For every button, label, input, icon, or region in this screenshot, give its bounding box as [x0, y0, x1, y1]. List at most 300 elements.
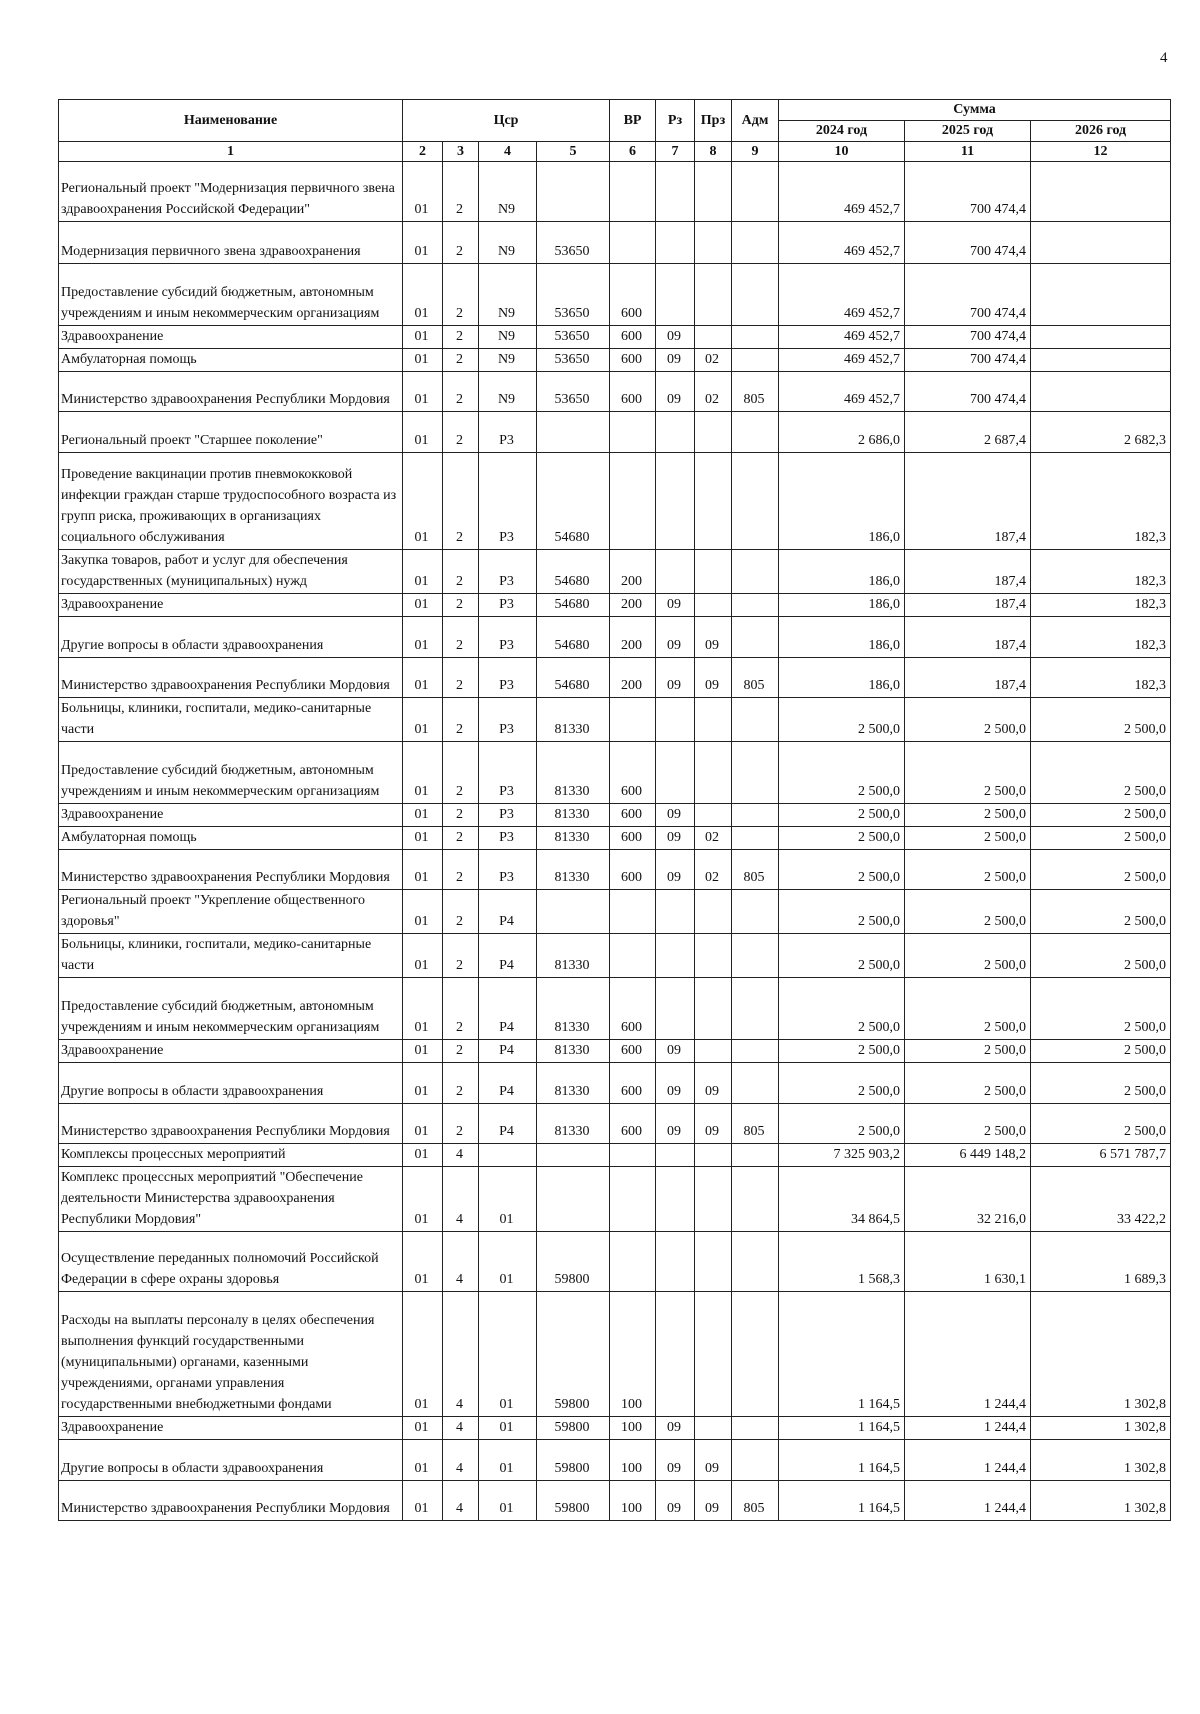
- amount-2024: 2 500,0: [779, 978, 905, 1040]
- csr-part-3: P4: [479, 1063, 537, 1104]
- adm-code: [732, 349, 779, 372]
- amount-2026: 1 689,3: [1031, 1232, 1171, 1292]
- column-number: 3: [443, 142, 479, 162]
- table-row: [59, 827, 1171, 850]
- vr-code: [610, 162, 656, 222]
- csr-part-4: [537, 890, 610, 934]
- adm-code: [732, 978, 779, 1040]
- prz-code: 02: [695, 850, 732, 890]
- prz-code: [695, 453, 732, 550]
- vr-code: 100: [610, 1440, 656, 1481]
- prz-code: [695, 594, 732, 617]
- table-row: [59, 698, 1171, 742]
- table-row: [59, 594, 1171, 617]
- table-row: [59, 1104, 1171, 1144]
- row-name: Закупка товаров, работ и услуг для обеспечения государственных (муниципальных) нужд: [59, 550, 403, 594]
- table-row: [59, 349, 1171, 372]
- vr-code: 600: [610, 264, 656, 326]
- row-name: Региональный проект "Укрепление общественного здоровья": [59, 890, 403, 934]
- vr-code: 600: [610, 827, 656, 850]
- csr-part-1: 01: [403, 1144, 443, 1167]
- vr-code: 600: [610, 742, 656, 804]
- vr-code: 600: [610, 1104, 656, 1144]
- csr-part-2: 4: [443, 1440, 479, 1481]
- adm-code: 805: [732, 850, 779, 890]
- csr-part-4: 81330: [537, 934, 610, 978]
- row-name: Другие вопросы в области здравоохранения: [59, 1440, 403, 1481]
- amount-2024: 2 500,0: [779, 890, 905, 934]
- row-name: Другие вопросы в области здравоохранения: [59, 617, 403, 658]
- csr-part-4: 59800: [537, 1417, 610, 1440]
- rz-code: 09: [656, 372, 695, 412]
- amount-2026: 1 302,8: [1031, 1481, 1171, 1521]
- vr-code: [610, 1144, 656, 1167]
- adm-code: [732, 222, 779, 264]
- amount-2025: 2 500,0: [905, 850, 1031, 890]
- adm-code: [732, 827, 779, 850]
- amount-2025: 187,4: [905, 550, 1031, 594]
- prz-code: 09: [695, 1063, 732, 1104]
- vr-code: [610, 698, 656, 742]
- csr-part-3: 01: [479, 1481, 537, 1521]
- csr-part-1: 01: [403, 890, 443, 934]
- vr-code: [610, 1232, 656, 1292]
- amount-2024: 7 325 903,2: [779, 1144, 905, 1167]
- row-name: Другие вопросы в области здравоохранения: [59, 1063, 403, 1104]
- prz-code: [695, 978, 732, 1040]
- table-row: [59, 222, 1171, 264]
- csr-part-3: P4: [479, 1104, 537, 1144]
- csr-part-1: 01: [403, 698, 443, 742]
- csr-part-3: N9: [479, 372, 537, 412]
- amount-2026: 182,3: [1031, 453, 1171, 550]
- amount-2026: 182,3: [1031, 658, 1171, 698]
- adm-code: [732, 162, 779, 222]
- rz-code: 09: [656, 1040, 695, 1063]
- rz-code: [656, 1144, 695, 1167]
- vr-code: 600: [610, 326, 656, 349]
- amount-2026: [1031, 162, 1171, 222]
- adm-code: [732, 1040, 779, 1063]
- rz-code: [656, 1292, 695, 1417]
- csr-part-1: 01: [403, 162, 443, 222]
- amount-2026: [1031, 349, 1171, 372]
- amount-2025: 2 687,4: [905, 412, 1031, 453]
- adm-code: [732, 1167, 779, 1232]
- csr-part-3: P3: [479, 804, 537, 827]
- vr-code: 200: [610, 617, 656, 658]
- csr-part-4: 53650: [537, 326, 610, 349]
- prz-code: [695, 698, 732, 742]
- rz-code: 09: [656, 617, 695, 658]
- row-name: Министерство здравоохранения Республики Мордовия: [59, 372, 403, 412]
- csr-part-1: 01: [403, 550, 443, 594]
- prz-code: 02: [695, 827, 732, 850]
- table-row: [59, 1440, 1171, 1481]
- column-number: 9: [732, 142, 779, 162]
- amount-2025: 700 474,4: [905, 162, 1031, 222]
- csr-part-2: 4: [443, 1144, 479, 1167]
- amount-2025: 2 500,0: [905, 742, 1031, 804]
- amount-2024: 2 686,0: [779, 412, 905, 453]
- table-row: [59, 453, 1171, 550]
- csr-part-3: N9: [479, 264, 537, 326]
- rz-code: [656, 222, 695, 264]
- amount-2026: 1 302,8: [1031, 1417, 1171, 1440]
- row-name: Модернизация первичного звена здравоохранения: [59, 222, 403, 264]
- csr-part-3: P3: [479, 453, 537, 550]
- table-row: [59, 1040, 1171, 1063]
- adm-code: [732, 1144, 779, 1167]
- row-name: Предоставление субсидий бюджетным, автономным учреждениям и иным некоммерческим организациям: [59, 978, 403, 1040]
- adm-code: [732, 804, 779, 827]
- amount-2025: 2 500,0: [905, 1063, 1031, 1104]
- amount-2024: 2 500,0: [779, 850, 905, 890]
- amount-2024: 469 452,7: [779, 326, 905, 349]
- csr-part-2: 4: [443, 1232, 479, 1292]
- amount-2024: 2 500,0: [779, 1063, 905, 1104]
- csr-part-4: [537, 1144, 610, 1167]
- prz-code: 02: [695, 349, 732, 372]
- amount-2025: 700 474,4: [905, 372, 1031, 412]
- amount-2025: 187,4: [905, 658, 1031, 698]
- adm-code: [732, 1232, 779, 1292]
- rz-code: [656, 412, 695, 453]
- vr-code: 600: [610, 850, 656, 890]
- csr-part-3: P4: [479, 1040, 537, 1063]
- table-row: [59, 742, 1171, 804]
- csr-part-3: P4: [479, 978, 537, 1040]
- amount-2024: 1 164,5: [779, 1440, 905, 1481]
- csr-part-2: 2: [443, 1040, 479, 1063]
- amount-2026: 2 500,0: [1031, 1040, 1171, 1063]
- csr-part-4: [537, 1167, 610, 1232]
- prz-code: [695, 550, 732, 594]
- vr-code: [610, 412, 656, 453]
- adm-code: [732, 698, 779, 742]
- csr-part-3: P3: [479, 698, 537, 742]
- adm-code: [732, 1292, 779, 1417]
- prz-code: 09: [695, 1481, 732, 1521]
- amount-2025: 1 244,4: [905, 1440, 1031, 1481]
- vr-code: [610, 1167, 656, 1232]
- row-name: Здравоохранение: [59, 804, 403, 827]
- vr-code: [610, 934, 656, 978]
- rz-code: 09: [656, 594, 695, 617]
- csr-part-4: 59800: [537, 1292, 610, 1417]
- column-number-row: [59, 142, 1171, 162]
- csr-part-1: 01: [403, 617, 443, 658]
- column-number: 11: [905, 142, 1031, 162]
- csr-part-3: 01: [479, 1292, 537, 1417]
- csr-part-4: 53650: [537, 349, 610, 372]
- csr-part-1: 01: [403, 1440, 443, 1481]
- csr-part-4: 81330: [537, 698, 610, 742]
- vr-code: [610, 453, 656, 550]
- adm-code: [732, 742, 779, 804]
- adm-code: 805: [732, 1104, 779, 1144]
- table-row: [59, 978, 1171, 1040]
- csr-part-1: 01: [403, 372, 443, 412]
- table-row: [59, 1481, 1171, 1521]
- amount-2024: 469 452,7: [779, 349, 905, 372]
- csr-part-4: 81330: [537, 827, 610, 850]
- csr-part-2: 2: [443, 594, 479, 617]
- csr-part-4: 59800: [537, 1440, 610, 1481]
- prz-code: [695, 412, 732, 453]
- csr-part-4: [537, 412, 610, 453]
- header-sum: Сумма: [779, 100, 1171, 121]
- csr-part-2: 2: [443, 349, 479, 372]
- rz-code: 09: [656, 1440, 695, 1481]
- prz-code: [695, 1040, 732, 1063]
- rz-code: 09: [656, 349, 695, 372]
- rz-code: [656, 1167, 695, 1232]
- amount-2026: [1031, 264, 1171, 326]
- vr-code: 100: [610, 1292, 656, 1417]
- amount-2024: 1 568,3: [779, 1232, 905, 1292]
- csr-part-1: 01: [403, 850, 443, 890]
- prz-code: [695, 1417, 732, 1440]
- csr-part-4: 81330: [537, 1063, 610, 1104]
- amount-2024: 2 500,0: [779, 1040, 905, 1063]
- csr-part-2: 2: [443, 890, 479, 934]
- table-body: [59, 162, 1171, 1521]
- csr-part-2: 2: [443, 617, 479, 658]
- adm-code: [732, 550, 779, 594]
- csr-part-1: 01: [403, 804, 443, 827]
- csr-part-2: 2: [443, 326, 479, 349]
- row-name: Комплекс процессных мероприятий "Обеспечение деятельности Министерства здравоохранения Республики Мордовия": [59, 1167, 403, 1232]
- table-row: [59, 162, 1171, 222]
- header-adm: Адм: [732, 100, 779, 142]
- amount-2024: 469 452,7: [779, 162, 905, 222]
- amount-2024: 2 500,0: [779, 827, 905, 850]
- column-number: 6: [610, 142, 656, 162]
- amount-2026: 182,3: [1031, 550, 1171, 594]
- csr-part-2: 2: [443, 264, 479, 326]
- table-row: [59, 1167, 1171, 1232]
- column-number: 12: [1031, 142, 1171, 162]
- prz-code: [695, 934, 732, 978]
- amount-2025: 187,4: [905, 594, 1031, 617]
- amount-2024: 2 500,0: [779, 804, 905, 827]
- table-row: [59, 264, 1171, 326]
- csr-part-3: P3: [479, 412, 537, 453]
- csr-part-2: 2: [443, 222, 479, 264]
- rz-code: [656, 1232, 695, 1292]
- csr-part-2: 2: [443, 372, 479, 412]
- amount-2025: 2 500,0: [905, 890, 1031, 934]
- table-header: [59, 100, 1171, 162]
- csr-part-2: 2: [443, 453, 479, 550]
- header-prz: Прз: [695, 100, 732, 142]
- header-year-2024: 2024 год: [779, 121, 905, 142]
- column-number: 4: [479, 142, 537, 162]
- amount-2025: 1 244,4: [905, 1481, 1031, 1521]
- csr-part-2: 2: [443, 1063, 479, 1104]
- prz-code: 09: [695, 1440, 732, 1481]
- table-row: [59, 1232, 1171, 1292]
- row-name: Осуществление переданных полномочий Российской Федерации в сфере охраны здоровья: [59, 1232, 403, 1292]
- rz-code: [656, 264, 695, 326]
- amount-2025: 2 500,0: [905, 827, 1031, 850]
- row-name: Министерство здравоохранения Республики Мордовия: [59, 1481, 403, 1521]
- prz-code: [695, 1144, 732, 1167]
- adm-code: [732, 1417, 779, 1440]
- amount-2025: 2 500,0: [905, 934, 1031, 978]
- vr-code: 600: [610, 978, 656, 1040]
- vr-code: 100: [610, 1481, 656, 1521]
- vr-code: 600: [610, 1063, 656, 1104]
- csr-part-3: P4: [479, 934, 537, 978]
- amount-2026: 2 500,0: [1031, 890, 1171, 934]
- csr-part-4: [537, 162, 610, 222]
- row-name: Предоставление субсидий бюджетным, автономным учреждениям и иным некоммерческим организациям: [59, 742, 403, 804]
- csr-part-2: 2: [443, 698, 479, 742]
- adm-code: [732, 453, 779, 550]
- amount-2024: 469 452,7: [779, 264, 905, 326]
- rz-code: [656, 890, 695, 934]
- column-number: 7: [656, 142, 695, 162]
- csr-part-1: 01: [403, 1104, 443, 1144]
- csr-part-3: N9: [479, 162, 537, 222]
- column-number: 1: [59, 142, 403, 162]
- amount-2026: 2 500,0: [1031, 850, 1171, 890]
- row-name: Региональный проект "Старшее поколение": [59, 412, 403, 453]
- prz-code: [695, 1232, 732, 1292]
- adm-code: 805: [732, 1481, 779, 1521]
- csr-part-3: P3: [479, 827, 537, 850]
- amount-2026: 2 500,0: [1031, 1104, 1171, 1144]
- table-row: [59, 658, 1171, 698]
- csr-part-1: 01: [403, 594, 443, 617]
- csr-part-2: 2: [443, 978, 479, 1040]
- header-vr: ВР: [610, 100, 656, 142]
- table-row: [59, 617, 1171, 658]
- csr-part-1: 01: [403, 1292, 443, 1417]
- column-number: 8: [695, 142, 732, 162]
- csr-part-1: 01: [403, 222, 443, 264]
- csr-part-4: 53650: [537, 372, 610, 412]
- rz-code: 09: [656, 1104, 695, 1144]
- csr-part-3: P3: [479, 742, 537, 804]
- table-row: [59, 804, 1171, 827]
- table-row: [59, 850, 1171, 890]
- vr-code: 200: [610, 658, 656, 698]
- rz-code: 09: [656, 850, 695, 890]
- table-row: [59, 1063, 1171, 1104]
- amount-2024: 186,0: [779, 617, 905, 658]
- page-number: 4: [1160, 50, 1168, 66]
- header-year-2025: 2025 год: [905, 121, 1031, 142]
- vr-code: [610, 890, 656, 934]
- rz-code: [656, 934, 695, 978]
- csr-part-1: 01: [403, 827, 443, 850]
- amount-2026: 33 422,2: [1031, 1167, 1171, 1232]
- csr-part-3: 01: [479, 1440, 537, 1481]
- vr-code: 600: [610, 349, 656, 372]
- rz-code: 09: [656, 1481, 695, 1521]
- amount-2024: 2 500,0: [779, 742, 905, 804]
- csr-part-3: P3: [479, 658, 537, 698]
- csr-part-1: 01: [403, 349, 443, 372]
- prz-code: [695, 1292, 732, 1417]
- adm-code: [732, 412, 779, 453]
- amount-2025: 700 474,4: [905, 222, 1031, 264]
- csr-part-2: 4: [443, 1417, 479, 1440]
- csr-part-2: 4: [443, 1167, 479, 1232]
- adm-code: [732, 890, 779, 934]
- csr-part-3: P3: [479, 850, 537, 890]
- rz-code: [656, 978, 695, 1040]
- amount-2025: 187,4: [905, 617, 1031, 658]
- row-name: Здравоохранение: [59, 1040, 403, 1063]
- adm-code: [732, 934, 779, 978]
- prz-code: 09: [695, 617, 732, 658]
- csr-part-4: 53650: [537, 264, 610, 326]
- csr-part-2: 2: [443, 742, 479, 804]
- adm-code: 805: [732, 372, 779, 412]
- csr-part-2: 2: [443, 550, 479, 594]
- csr-part-3: P3: [479, 550, 537, 594]
- adm-code: 805: [732, 658, 779, 698]
- table-row: [59, 934, 1171, 978]
- row-name: Региональный проект "Модернизация первичного звена здравоохранения Российской Федерации": [59, 162, 403, 222]
- row-name: Больницы, клиники, госпитали, медико-санитарные части: [59, 934, 403, 978]
- amount-2025: 2 500,0: [905, 1040, 1031, 1063]
- csr-part-1: 01: [403, 453, 443, 550]
- csr-part-2: 2: [443, 658, 479, 698]
- table-row: [59, 412, 1171, 453]
- prz-code: 02: [695, 372, 732, 412]
- amount-2024: 1 164,5: [779, 1417, 905, 1440]
- amount-2025: 2 500,0: [905, 978, 1031, 1040]
- amount-2024: 186,0: [779, 658, 905, 698]
- csr-part-1: 01: [403, 1481, 443, 1521]
- csr-part-2: 2: [443, 827, 479, 850]
- prz-code: 09: [695, 658, 732, 698]
- amount-2024: 469 452,7: [779, 222, 905, 264]
- amount-2024: 186,0: [779, 453, 905, 550]
- amount-2026: 182,3: [1031, 617, 1171, 658]
- table-row: [59, 1292, 1171, 1417]
- row-name: Министерство здравоохранения Республики Мордовия: [59, 850, 403, 890]
- row-name: Министерство здравоохранения Республики Мордовия: [59, 1104, 403, 1144]
- csr-part-3: 01: [479, 1417, 537, 1440]
- amount-2024: 186,0: [779, 594, 905, 617]
- adm-code: [732, 1063, 779, 1104]
- prz-code: [695, 890, 732, 934]
- amount-2024: 2 500,0: [779, 698, 905, 742]
- csr-part-4: 59800: [537, 1232, 610, 1292]
- amount-2025: 187,4: [905, 453, 1031, 550]
- amount-2024: 1 164,5: [779, 1292, 905, 1417]
- csr-part-1: 01: [403, 1417, 443, 1440]
- amount-2024: 2 500,0: [779, 1104, 905, 1144]
- amount-2026: 2 500,0: [1031, 978, 1171, 1040]
- row-name: Предоставление субсидий бюджетным, автономным учреждениям и иным некоммерческим организациям: [59, 264, 403, 326]
- prz-code: [695, 222, 732, 264]
- amount-2026: 2 500,0: [1031, 934, 1171, 978]
- amount-2025: 2 500,0: [905, 698, 1031, 742]
- csr-part-1: 01: [403, 742, 443, 804]
- csr-part-2: 4: [443, 1481, 479, 1521]
- rz-code: [656, 550, 695, 594]
- vr-code: 600: [610, 804, 656, 827]
- csr-part-2: 2: [443, 1104, 479, 1144]
- amount-2024: 34 864,5: [779, 1167, 905, 1232]
